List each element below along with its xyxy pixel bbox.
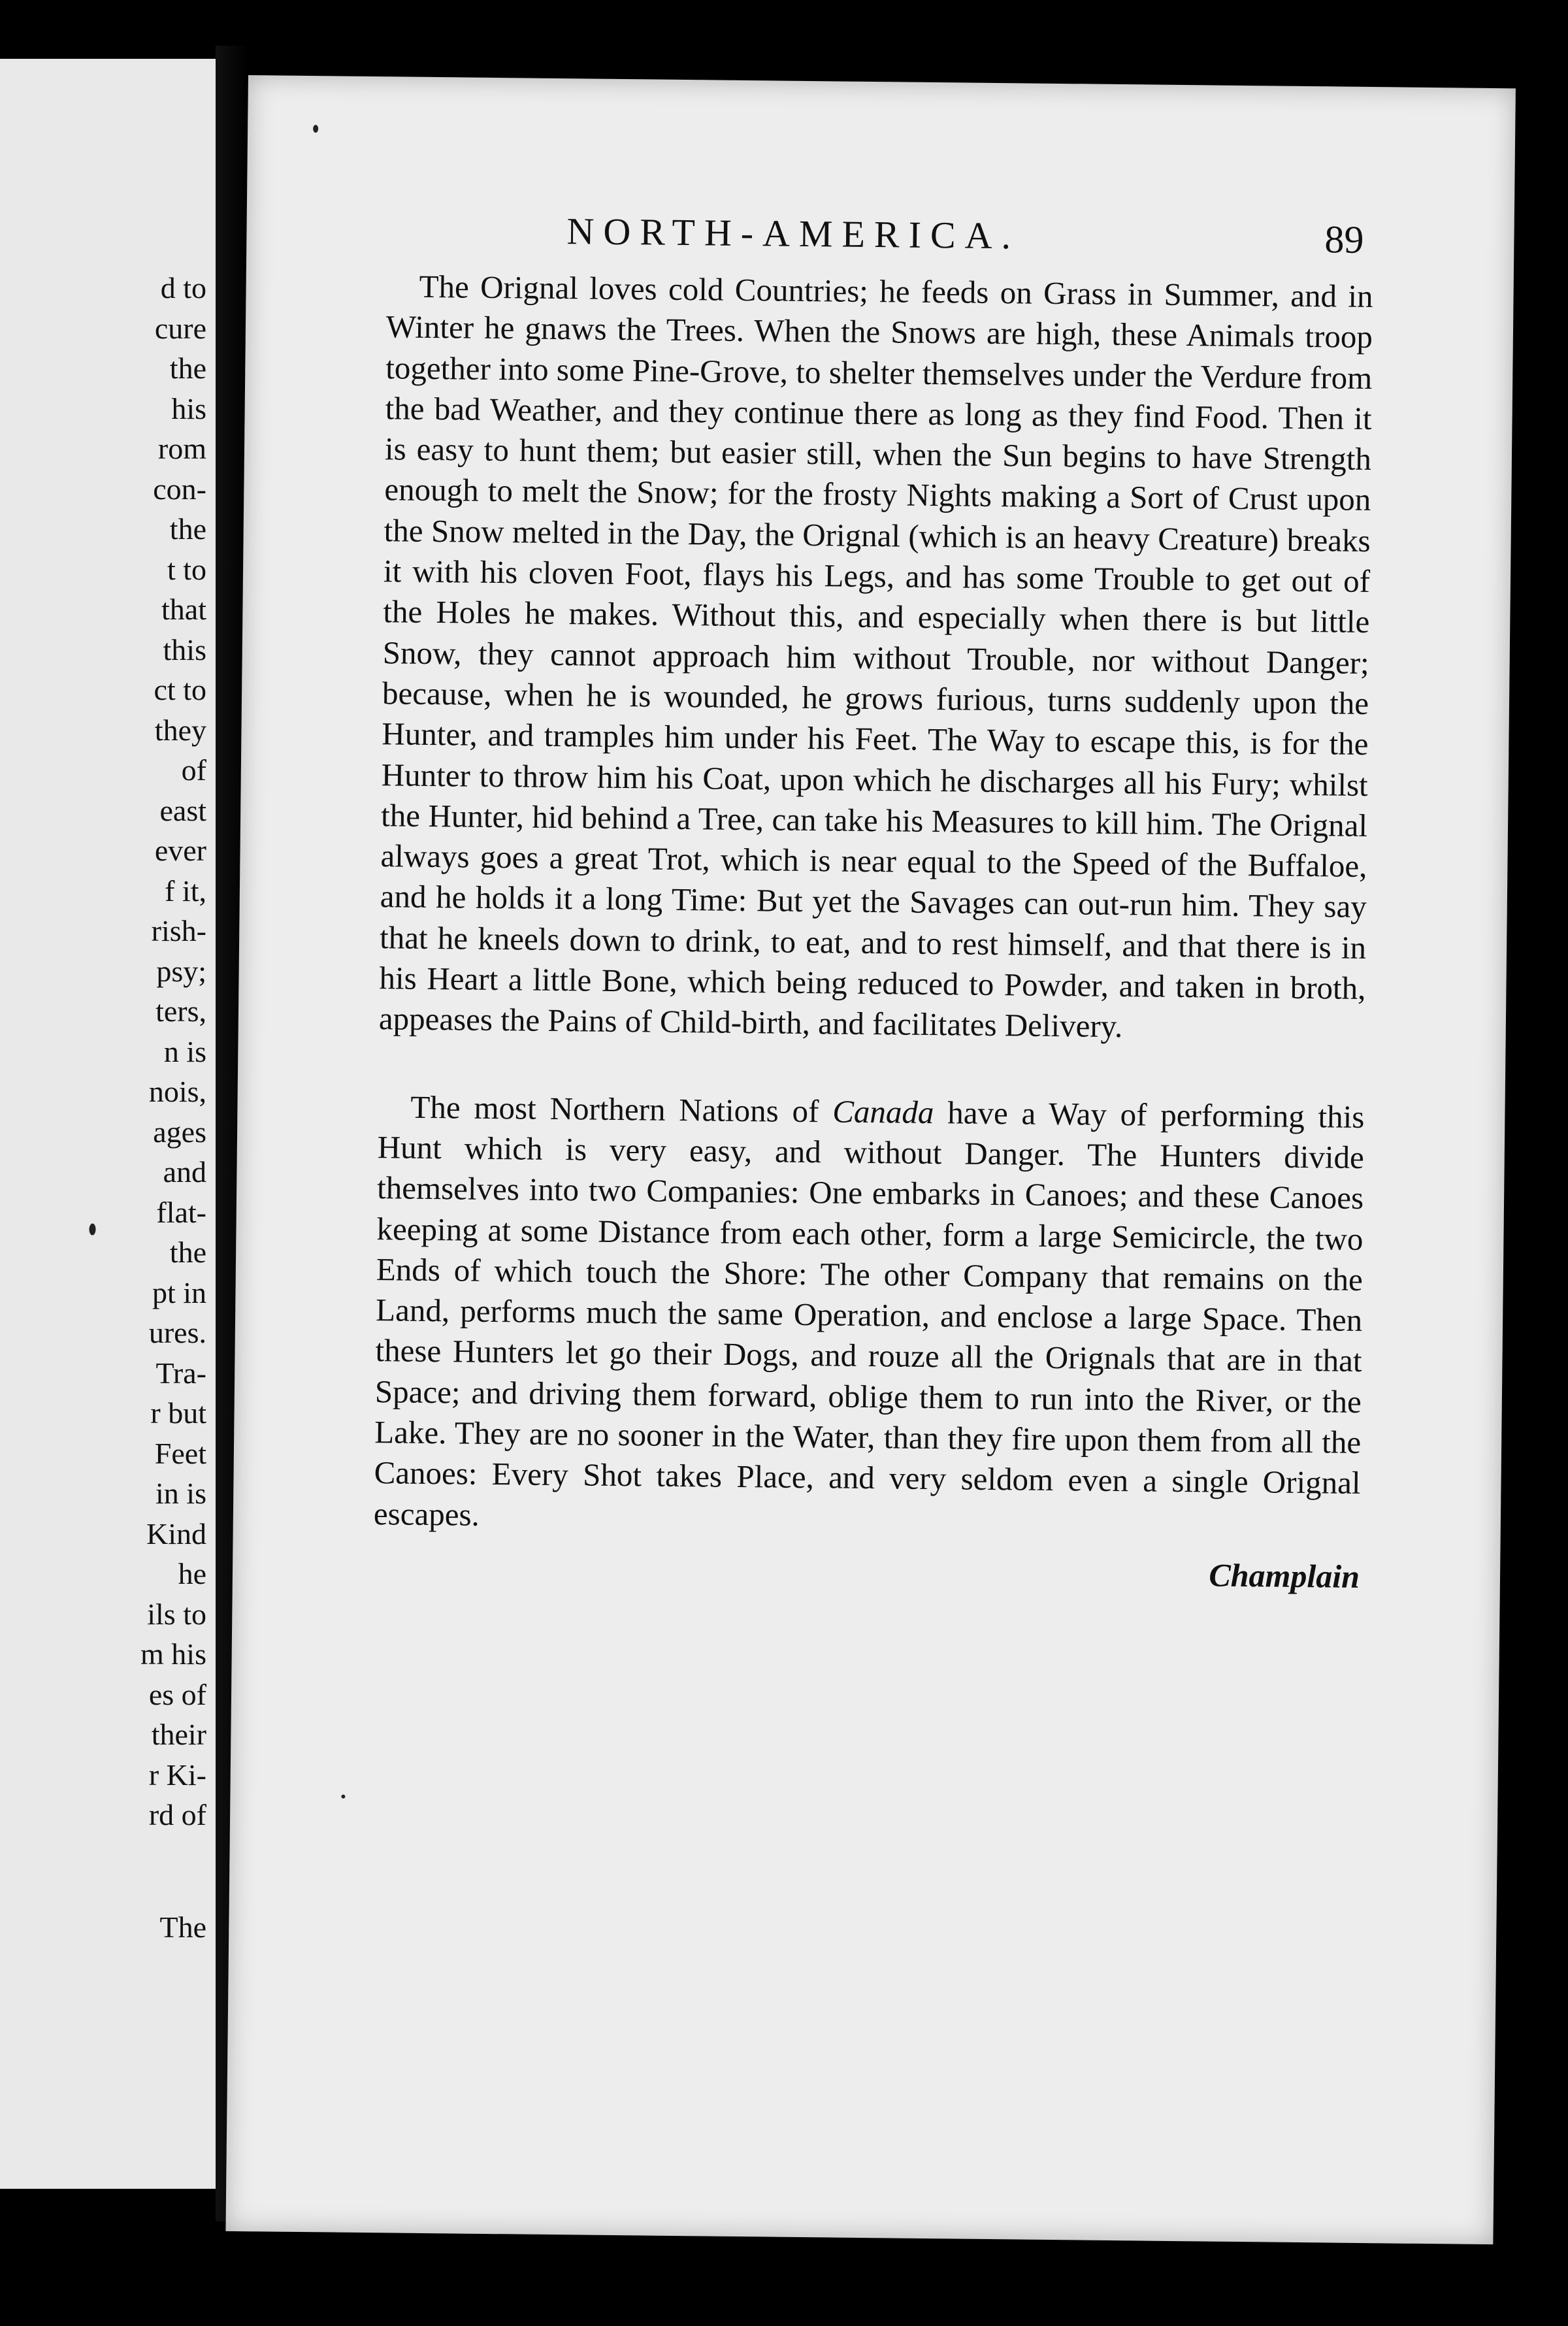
left-fragment-line: ct to xyxy=(154,673,206,706)
right-page xyxy=(225,75,1515,2244)
left-fragment-line: The xyxy=(159,1910,206,1944)
left-fragment-line: their xyxy=(151,1718,206,1751)
left-fragment-line: ters, xyxy=(155,994,206,1028)
left-fragment-line: ils to xyxy=(147,1597,206,1631)
left-fragment-line: this xyxy=(163,632,206,666)
left-fragment-line: ages xyxy=(153,1115,206,1149)
left-fragment-line: rish- xyxy=(151,914,206,947)
left-fragment-line: in is xyxy=(155,1477,206,1510)
paragraph-orignal-habits: The Orignal loves cold Countries; he feeds on Grass in Summer, and in Winter he gnaws the Trees. When the Snows are high, these Animals troop together into some Pine-Grove, to shelter themselves under the Verdure from the bad Weather, and they continue there as long as they find Food. Then it is easy to hunt them; but easier still, when the Sun begins to have Strength enough to melt the Snow; for the frosty Nights making a Sort of Crust upon the Snow melted in the Day, the Orignal (which is an heavy Creature) breaks it with his cloven Foot, flays his Legs, and has some Trouble to get out of the Holes he makes. Without this, and especially when there is but little Snow, they cannot approach him without Trouble, nor without Danger; because, when he is wounded, he grows furious, turns suddenly upon the Hunter, and tramples him under his Feet. The Way to escape this, is for the Hunter to throw him his Coat, upon which he discharges all his Fury; whilst the Hunter, hid behind a Tree, can take his Measures to kill him. The Orignal always goes a great Trot, which is near equal to the Speed of the Buffaloe, and he holds it a long Time: But yet the Savages can out-run him. They say that he kneels down to drink, to eat, and to rest himself, and that there is in his Heart a little Bone, which being reduced to Powder, and taken in broth, appeases the Pains of Child-birth, and facilitates Delivery. xyxy=(378,268,1373,1045)
running-head: NORTH-AMERICA. xyxy=(566,210,1021,257)
ink-speck xyxy=(313,125,318,133)
left-fragment-line: Tra- xyxy=(155,1356,206,1390)
page-number: 89 xyxy=(1324,218,1364,261)
left-fragment-line: he xyxy=(178,1557,206,1590)
left-fragment-line: Kind xyxy=(146,1516,206,1550)
left-fragment-line: of xyxy=(181,753,206,787)
left-fragment-line: rd of xyxy=(148,1798,206,1831)
catchword: Champlain xyxy=(1209,1556,1360,1595)
left-fragment-line: rom xyxy=(157,432,206,465)
left-fragment-line: Feet xyxy=(154,1436,206,1470)
left-fragment-line: psy; xyxy=(156,954,206,988)
left-fragment-line: nois, xyxy=(148,1075,206,1108)
left-fragment-line: the xyxy=(169,352,206,385)
left-fragment-line xyxy=(0,1835,216,1907)
left-fragment-line: they xyxy=(154,713,206,747)
left-fragment-line: con- xyxy=(153,472,206,506)
left-fragment-line: t to xyxy=(167,552,206,586)
left-fragment-line: r Ki- xyxy=(148,1758,206,1792)
body-text xyxy=(373,266,1373,1597)
paragraph-northern-hunt xyxy=(374,1087,1365,1545)
paragraph-2-before: The most Northern Nations of xyxy=(410,1089,833,1130)
left-fragment-line: pt in xyxy=(152,1275,206,1309)
left-fragment-line: that xyxy=(161,593,206,626)
left-fragment-line: the xyxy=(169,1236,206,1269)
ink-speck xyxy=(341,1795,345,1799)
left-fragment-line: n is xyxy=(163,1034,206,1068)
left-fragment-line: ever xyxy=(154,834,206,867)
left-fragment-line: d to xyxy=(160,271,206,304)
left-fragment-line: the xyxy=(169,512,206,546)
left-facing-page xyxy=(0,59,216,2189)
paragraph-2-after: have a Way of performing this Hunt which is very easy, and without Danger. The Hunters divide themselves into two Companies: One embarks in Canoes; and these Canoes keeping at some Distance from each other, form a large Semicircle, the two Ends of which touch the Shore: The other Company that remains on the Land, performs much the same Operation, and enclose a large Space. Then these Hunters let go their Dogs, and rouze all the Orignals that are in that Space; and driving them forward, oblige them to run into the River, or the Lake. They are no sooner in the Water, than they fire upon them from all the Canoes: Every Shot takes Place, and very seldom even a single Orignal escapes. xyxy=(373,1094,1365,1533)
left-fragment-line: and xyxy=(163,1155,206,1188)
left-fragment-line: his xyxy=(171,391,206,425)
left-fragment-line: f it, xyxy=(165,874,206,908)
left-fragment-line: ures. xyxy=(148,1316,206,1349)
left-fragment-line: cure xyxy=(154,311,206,345)
left-fragment-line: r but xyxy=(150,1396,206,1430)
left-fragment-line: east xyxy=(159,793,206,827)
left-fragment-line: es of xyxy=(148,1677,206,1711)
place-name-canada: Canada xyxy=(832,1093,934,1130)
left-page-text-fragments xyxy=(0,268,216,1947)
left-fragment-line: flat- xyxy=(156,1195,206,1229)
page-header xyxy=(566,209,1364,276)
left-fragment-line: m his xyxy=(140,1637,206,1671)
